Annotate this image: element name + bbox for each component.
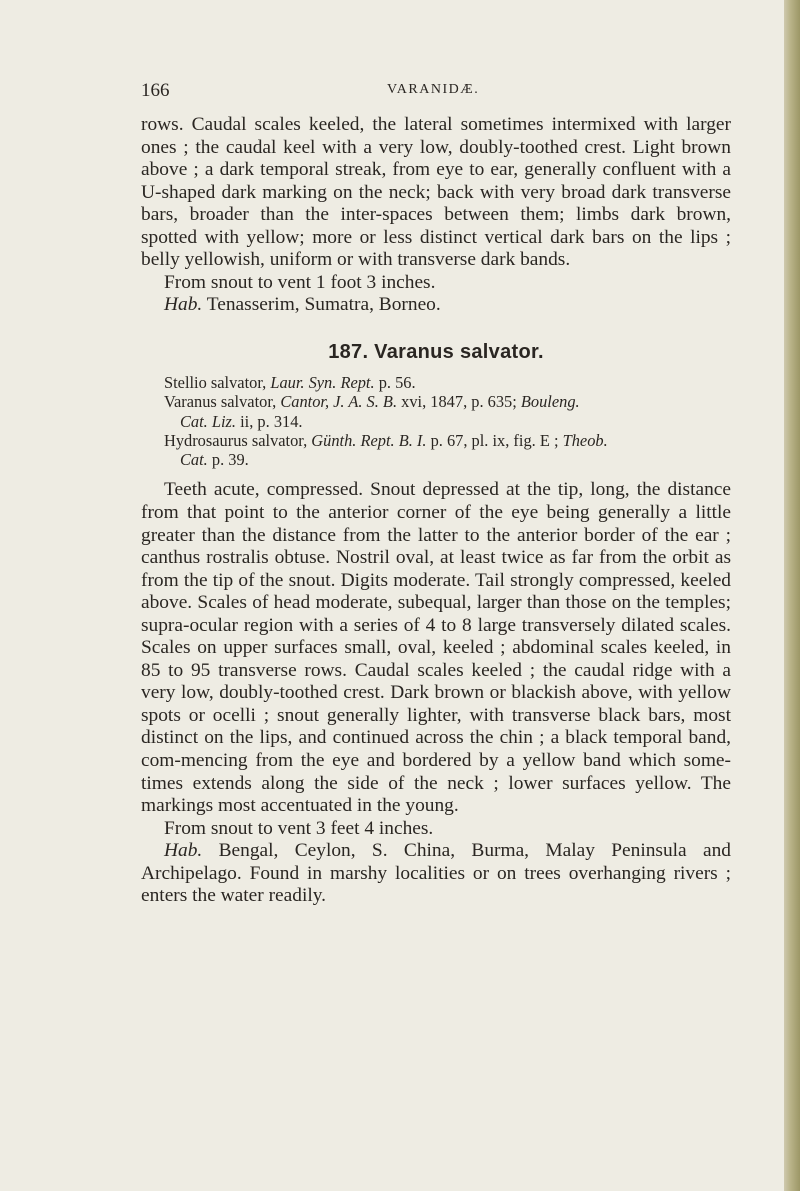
habitat-line-1 bbox=[141, 294, 731, 317]
synonym-rest: xvi, 1847, p. 635; bbox=[397, 392, 521, 412]
synonym-name: Varanus salvator, bbox=[164, 392, 281, 412]
habitat-text: Bengal, Ceylon, S. China, Burma, Malay Peninsula and Archipelago. Found in marshy localities or on trees overhanging rivers ; enters the water readily. bbox=[141, 840, 731, 907]
synonym-name: Stellio salvator, bbox=[164, 372, 271, 392]
synonym-cont-rest: p. 39. bbox=[207, 450, 249, 470]
habitat-label: Hab. bbox=[164, 840, 203, 862]
synonym-ref: Günth. Rept. B. I. bbox=[311, 430, 427, 450]
synonym-ref: Cantor, J. A. S. B. bbox=[280, 392, 398, 412]
synonym-entry bbox=[164, 373, 731, 392]
synonym-continuation bbox=[164, 450, 731, 469]
habitat-line-2 bbox=[141, 840, 731, 908]
page-header bbox=[141, 80, 661, 106]
habitat-text: Tenasserim, Sumatra, Borneo. bbox=[202, 294, 441, 316]
size-line-1: From snout to vent 1 foot 3 inches. bbox=[164, 271, 436, 293]
synonym-name: Hydrosaurus salvator, bbox=[164, 430, 312, 450]
species-heading: 187. Varanus salvator. bbox=[328, 340, 544, 363]
size-line-2: From snout to vent 3 feet 4 inches. bbox=[164, 817, 434, 839]
habitat-label: Hab. bbox=[164, 294, 203, 316]
synonym-entry bbox=[164, 431, 731, 450]
synonymy-list bbox=[164, 373, 731, 469]
synonym-cont-ref: Cat. bbox=[180, 450, 208, 470]
synonym-cont-rest: ii, p. 314. bbox=[236, 411, 303, 431]
page-number: 166 bbox=[141, 80, 170, 101]
synonym-entry bbox=[164, 392, 731, 411]
page-edge bbox=[784, 0, 800, 1191]
running-title: VARANIDÆ. bbox=[387, 82, 480, 97]
page-body bbox=[141, 114, 731, 908]
synonym-continuation bbox=[164, 412, 731, 431]
description-paragraph-2: Teeth acute, compressed. Snout depressed at the tip, long, the distance from that point to the anterior corner of the eye being generally a little greater than the distance from the latter to the anterior border of the ear ; canthus rostralis obtuse. Nostril oval, at least twice as far from the orbit as from the tip of the snout. Digits moderate. Tail strongly compressed, keeled above. Scales of head moderate, subequal, larger than those on the temples; supra-ocular region with a series of 4 to 8 large transversely dilated scales. Scales on upper surfaces small, oval, keeled ; abdominal scales keeled, in 85 to 95 transverse rows. Caudal scales keeled ; the caudal ridge with a very low, doubly-toothed crest. Dark brown or blackish above, with yellow spots or ocelli ; snout generally lighter, with transverse black bars, most distinct on the lips, and continued across the chin ; a black temporal band, com-mencing from the eye and bordered by a yellow band which some-times extends along the side of the neck ; lower surfaces yellow. The markings most accentuated in the young. bbox=[141, 479, 731, 817]
description-paragraph-1: rows. Caudal scales keeled, the lateral sometimes intermixed with larger ones ; the caudal keel with a very low, doubly-toothed crest. Light brown above ; a dark temporal streak, from eye to ear, generally confluent with a U-shaped dark marking on the neck; back with very broad dark transverse bars, broader than the inter-spaces between them; limbs dark brown, spotted with yellow; more or less distinct vertical dark bars on the lips ; belly yellowish, uniform or with transverse dark bands. bbox=[141, 114, 731, 271]
synonym-ref: Laur. Syn. Rept. bbox=[270, 372, 375, 392]
synonym-cont-ref: Cat. Liz. bbox=[180, 411, 237, 431]
synonym-ref-2: Theob. bbox=[562, 430, 608, 450]
synonym-ref-2: Bouleng. bbox=[520, 392, 580, 412]
synonym-rest: p. 67, pl. ix, fig. E ; bbox=[426, 430, 563, 450]
synonym-rest: p. 56. bbox=[374, 372, 416, 392]
